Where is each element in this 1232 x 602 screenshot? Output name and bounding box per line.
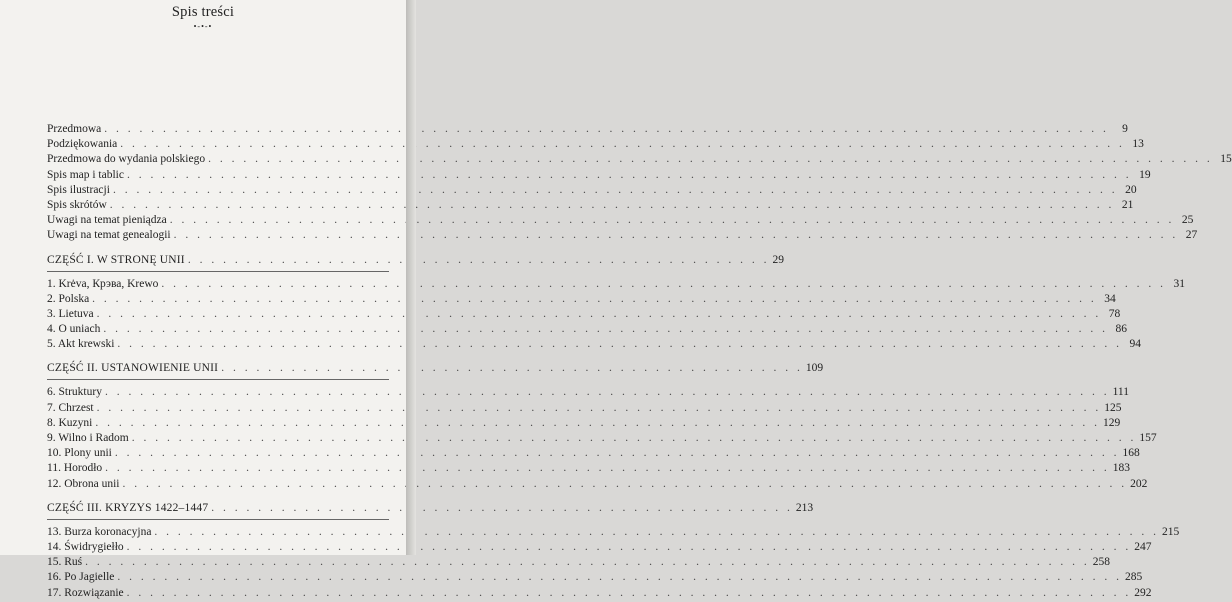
chapter-entry <box>47 277 1186 293</box>
chapter-entry-label: 15. Ruś <box>47 556 83 569</box>
table-of-contents <box>47 123 1232 602</box>
part-divider <box>47 519 389 520</box>
toc-entry-label: Przedmowa do wydania polskiego <box>47 153 206 166</box>
toc-entry-label: Uwagi na temat pieniądza <box>47 214 167 227</box>
part-divider <box>47 379 389 380</box>
dot-leader <box>188 254 770 266</box>
page-number: 86 <box>1115 323 1127 336</box>
chapter-entry <box>47 401 1122 417</box>
dot-leader <box>208 153 1213 165</box>
dot-leader <box>132 432 1137 444</box>
chapter-entry-label: 7. Chrzest <box>47 401 94 414</box>
chapter-entry <box>47 447 1140 462</box>
page-number: 20 <box>1125 183 1137 196</box>
chapter-entry-label: 12. Obrona unii <box>47 477 120 490</box>
page-number: 157 <box>1139 432 1157 444</box>
dot-leader <box>221 362 803 374</box>
dot-leader <box>115 447 1120 459</box>
chapter-entry-label: 4. O uniach <box>47 323 101 336</box>
toc-entry-label: Spis map i tablic <box>47 168 124 181</box>
chapter-entry <box>47 525 1180 541</box>
dot-leader <box>97 402 1102 414</box>
ornament: •-•-• <box>193 22 213 31</box>
chapter-entry-label: 13. Burza koronacyjna <box>47 525 152 538</box>
toc-entry-label: Uwagi na temat genealogii <box>47 229 171 242</box>
front-matter <box>47 123 1232 245</box>
dot-leader <box>85 556 1090 568</box>
page-number: 111 <box>1112 386 1129 399</box>
chapter-entry-label: 9. Wilno i Radom <box>47 432 129 444</box>
page-number: 213 <box>795 501 814 514</box>
chapter-entry-label: 14. Świdrygiełło <box>47 540 124 553</box>
page-title: Spis treści <box>171 4 235 20</box>
dot-leader <box>154 526 1159 538</box>
chapter-entry-label: 11. Horodło <box>47 462 103 475</box>
page-number: 25 <box>1181 214 1194 227</box>
dot-leader <box>123 478 1128 490</box>
chapter-entry <box>47 477 1148 493</box>
chapter-entry <box>47 586 1152 602</box>
page-number: 9 <box>1122 123 1128 135</box>
page-number: 129 <box>1102 416 1121 429</box>
toc-entry <box>47 153 1232 168</box>
toc-entry <box>47 229 1198 244</box>
dot-leader <box>117 571 1122 583</box>
book-spine-edge <box>406 0 416 555</box>
page-number: 215 <box>1162 525 1180 538</box>
chapter-entry-label: 17. Rozwiązanie <box>47 586 124 599</box>
dot-leader <box>211 502 793 514</box>
page-number: 31 <box>1173 277 1186 290</box>
page-number: 21 <box>1121 198 1134 211</box>
dot-leader <box>104 123 1109 135</box>
page-number: 94 <box>1129 338 1142 351</box>
chapter-entry <box>47 556 1111 571</box>
toc-entry-label: Przedmowa <box>47 123 102 135</box>
toc-entry <box>47 198 1134 214</box>
chapter-entry <box>47 416 1121 432</box>
dot-leader <box>127 541 1132 553</box>
dot-leader <box>170 214 1175 226</box>
page-number: 285 <box>1125 571 1143 584</box>
chapter-entry <box>47 307 1121 323</box>
part-heading <box>47 501 814 517</box>
dot-leader <box>103 323 1108 335</box>
page-number: 183 <box>1112 462 1131 475</box>
chapter-entry-label: 3. Lietuva <box>47 307 94 320</box>
dot-leader <box>113 184 1118 196</box>
page-number: 13 <box>1132 138 1144 151</box>
page-number: 78 <box>1108 307 1121 320</box>
chapter-entry-label: 6. Struktury <box>47 386 102 399</box>
dot-leader <box>174 229 1179 241</box>
dot-leader <box>161 278 1166 290</box>
part-divider <box>47 271 389 272</box>
dot-leader <box>120 138 1125 150</box>
part-heading <box>47 253 784 269</box>
page-number: 202 <box>1130 477 1148 490</box>
part-heading-label: CZĘŚĆ III. KRYZYS 1422–1447 <box>47 501 209 514</box>
chapter-entry <box>47 386 1129 401</box>
chapter-entry-label: 16. Po Jagielle <box>47 571 115 584</box>
toc-entry-label: Spis skrótów <box>47 198 107 211</box>
page-number: 168 <box>1122 447 1140 460</box>
parts <box>47 245 1186 602</box>
dot-leader <box>95 417 1100 429</box>
chapter-entry <box>47 338 1142 353</box>
dot-leader <box>110 199 1115 211</box>
dot-leader <box>127 169 1132 181</box>
page-number: 19 <box>1139 168 1151 181</box>
dot-leader <box>117 338 1122 350</box>
chapter-entry-label: 2. Polska <box>47 292 90 305</box>
toc-entry-label: Podziękowania <box>47 138 118 151</box>
page-number: 292 <box>1134 586 1152 599</box>
chapter-entry-label: 8. Kuzyni <box>47 416 93 429</box>
chapter-entry-label: 1. Krėva, Крэва, Krewo <box>47 277 159 290</box>
chapter-entry <box>47 292 1116 308</box>
toc-entry-label: Spis ilustracji <box>47 183 110 196</box>
chapter-entry <box>47 540 1152 556</box>
chapter-entry-label: 10. Plony unii <box>47 447 112 460</box>
page-number: 27 <box>1185 229 1198 242</box>
toc-entry <box>47 138 1144 153</box>
toc-entry <box>47 214 1194 229</box>
dot-leader <box>97 308 1102 320</box>
toc-entry <box>47 183 1137 199</box>
page-number: 29 <box>772 253 784 266</box>
page-number: 34 <box>1104 292 1116 305</box>
page-number: 247 <box>1134 540 1152 553</box>
part-heading-label: CZĘŚĆ I. W STRONĘ UNII <box>47 253 185 266</box>
page-number: 125 <box>1104 401 1122 414</box>
toc-entry <box>47 168 1151 184</box>
chapter-entry <box>47 323 1127 338</box>
dot-leader <box>92 293 1097 305</box>
page-number: 15 <box>1220 153 1232 166</box>
chapter-entry <box>47 571 1143 586</box>
chapter-entry-label: 5. Akt krewski <box>47 338 115 351</box>
chapter-entry <box>47 432 1157 447</box>
part-heading-label: CZĘŚĆ II. USTANOWIENIE UNII <box>47 362 219 375</box>
dot-leader <box>127 587 1132 599</box>
page-number: 258 <box>1092 556 1111 569</box>
chapter-entry <box>47 462 1131 477</box>
dot-leader <box>105 462 1110 474</box>
part-heading <box>47 362 824 377</box>
page-number: 109 <box>805 362 824 375</box>
toc-entry <box>47 123 1128 138</box>
dot-leader <box>105 386 1110 398</box>
